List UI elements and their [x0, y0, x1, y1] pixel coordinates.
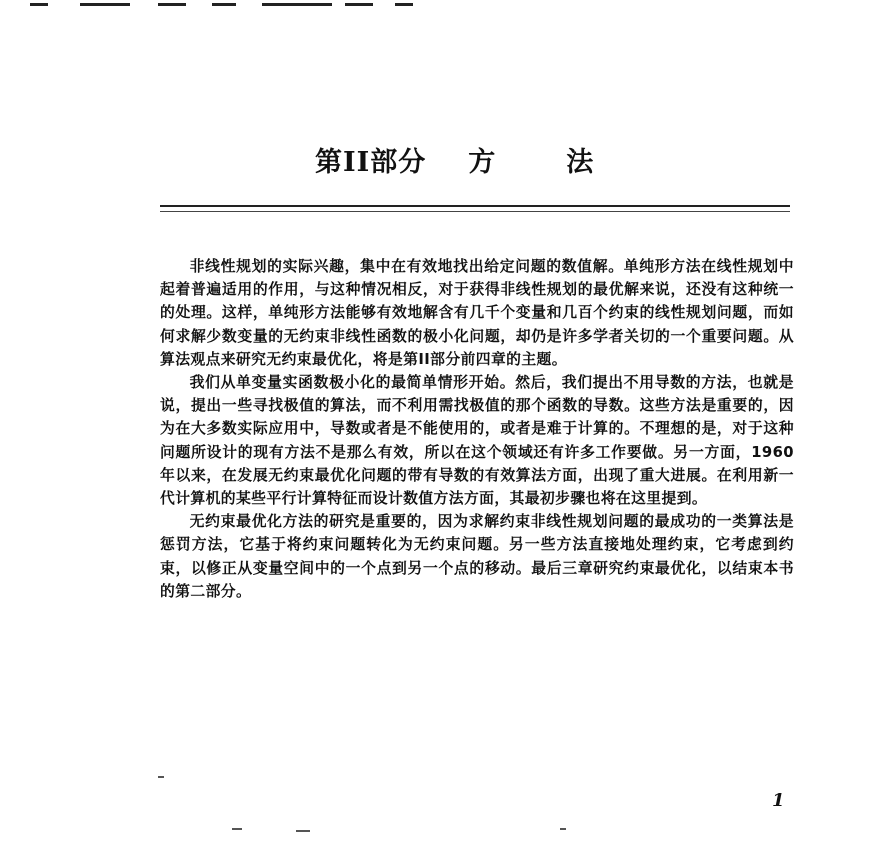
body-text: [160, 255, 794, 603]
part-label: 第II部分: [315, 147, 427, 178]
title-char-2: 法: [566, 147, 595, 178]
paragraph: 无约束最优化方法的研究是重要的，因为求解约束非线性规划问题的最成功的一类算法是惩罚方法，它基于将约束问题转化为无约束问题。另一些方法直接地处理约束，它考虑到约束，以修正从变量空间中的一个点到另一个点的移动。最后三章研究约束最优化，以结束本书的第二部分。: [160, 513, 794, 600]
title-divider: [160, 205, 790, 212]
paragraph: 非线性规划的实际兴趣，集中在有效地找出给定问题的数值解。单纯形方法在线性规划中起着普遍适用的作用，与这种情况相反，对于获得非线性规划的最优解来说，还没有这种统一的处理。这样，单纯形方法能够有效地解含有几千个变量和几百个约束的线性规划问题，而如何求解少数变量的无约束非线性函数的极小化问题，却仍是许多学者关切的一个重要问题。从算法观点来研究无约束最优化，将是第II部分前四章的主题。: [160, 258, 794, 368]
part-title: [315, 140, 594, 179]
page-number: 1: [772, 790, 785, 811]
title-char-1: 方: [468, 147, 497, 178]
paragraph: 我们从单变量实函数极小化的最简单情形开始。然后，我们提出不用导数的方法，也就是说，提出一些寻找极值的算法，而不利用需找极值的那个函数的导数。这些方法是重要的，因为在大多数实际应用中，导数或者是不能使用的，或者是难于计算的。不理想的是，对于这种问题所设计的现有方法不是那么有效，所以在这个领域还有许多工作要做。另一方面，1960年以来，在发展无约束最优化问题的带有导数的有效算法方面，出现了重大进展。在利用新一代计算机的某些平行计算特征而设计数值方法方面，其最初步骤也将在这里提到。: [160, 374, 794, 508]
scan-top-marks: [0, 0, 870, 10]
